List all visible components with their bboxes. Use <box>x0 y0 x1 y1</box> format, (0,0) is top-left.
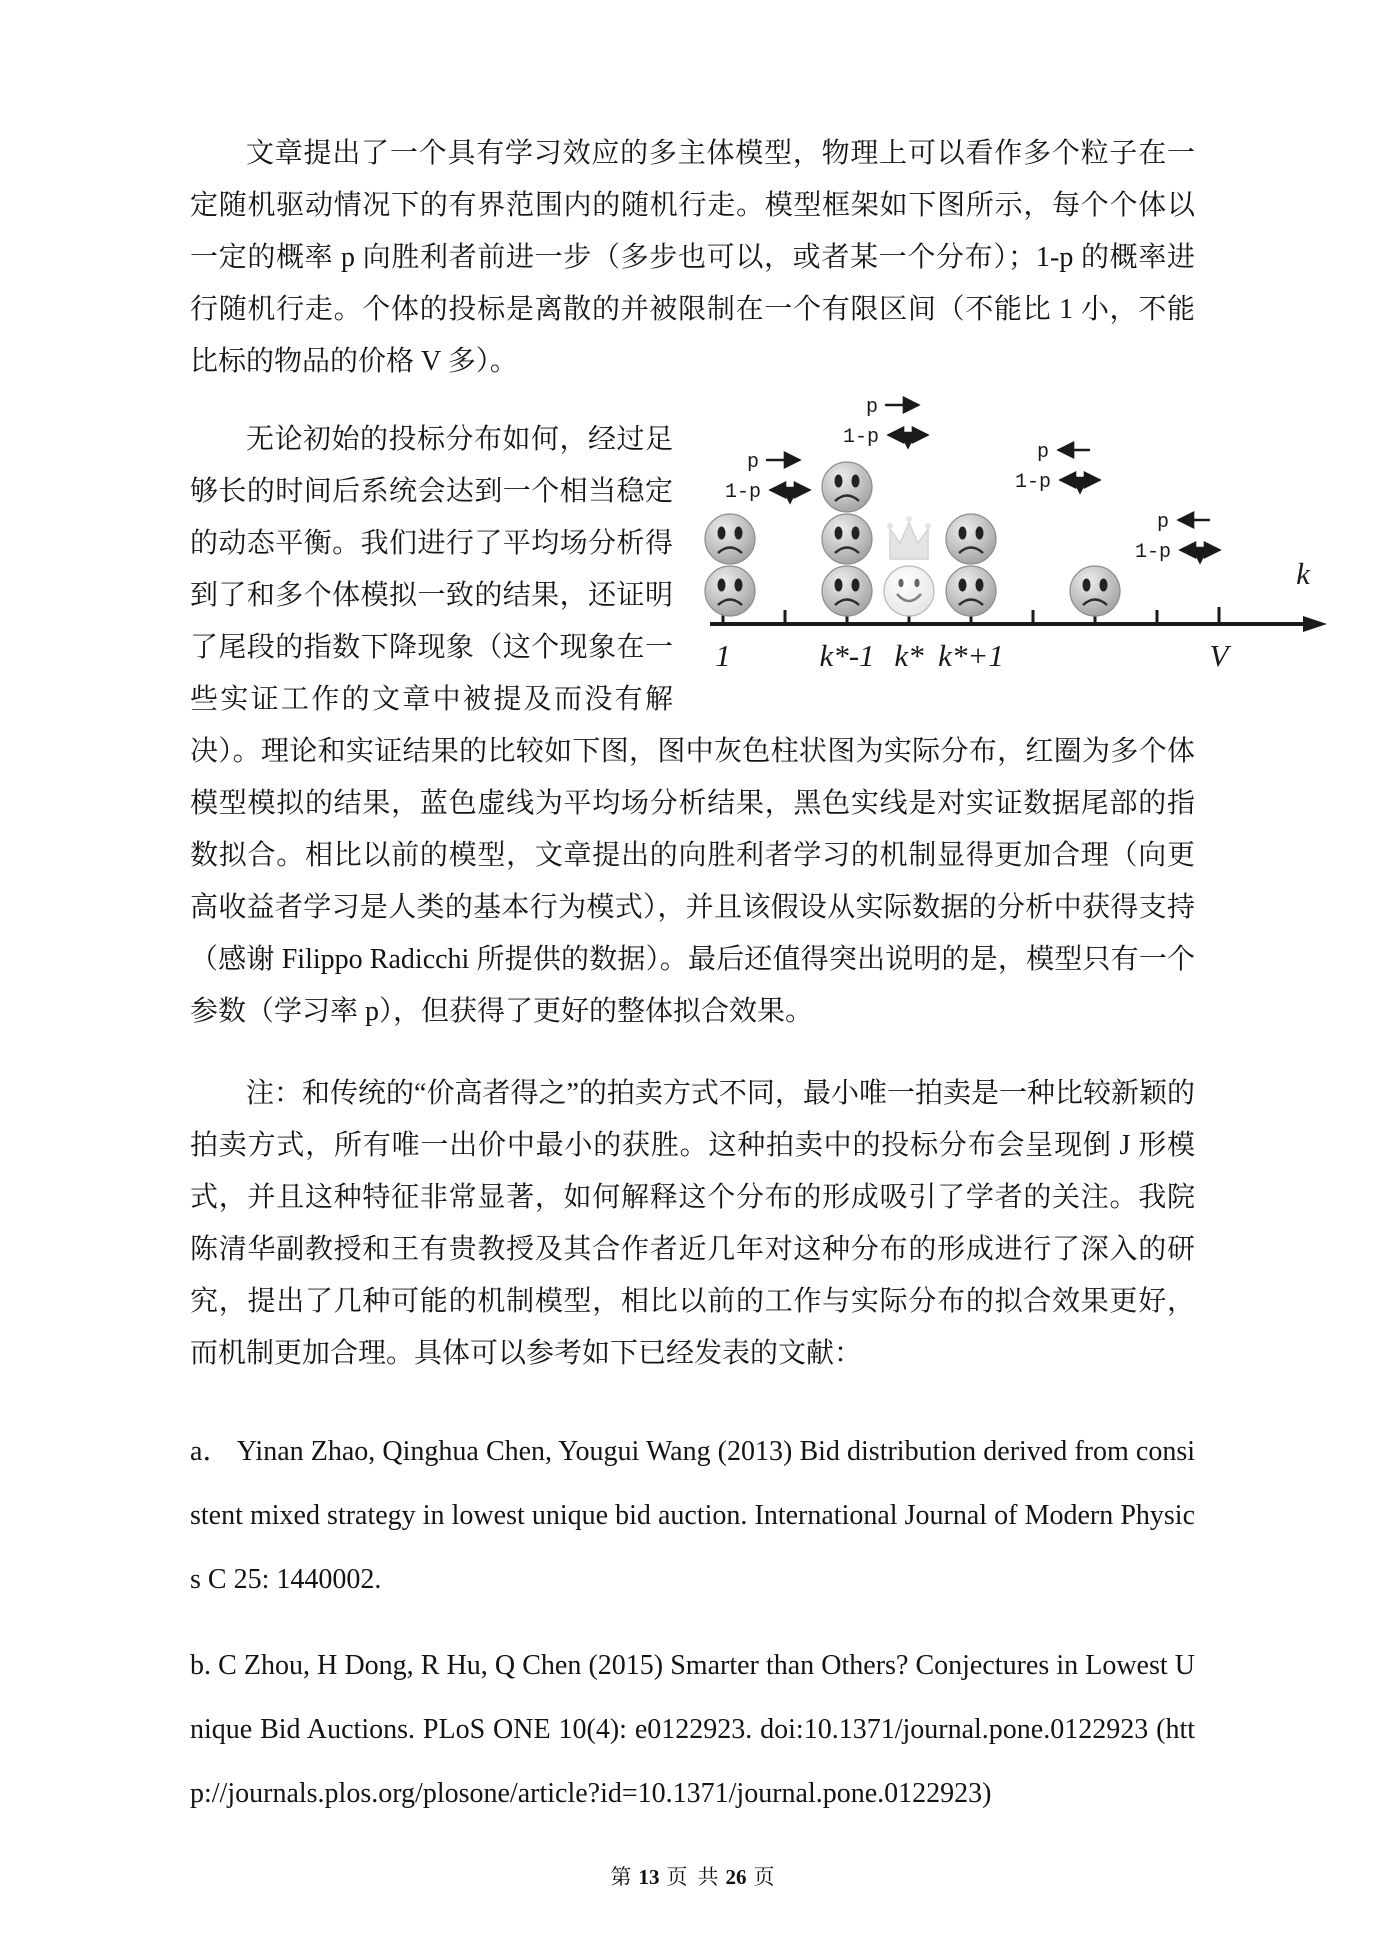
reference-b: b. C Zhou, H Dong, R Hu, Q Chen (2015) Smarter than Others? Conjectures in Lowest Unique Bid Auctions. PLoS ONE 10(4): e0122923. doi:10.1371/journal.pone.0122923 (http://journals.plos.org/plosone/article?id=10.1371/journal.pone.0122923) <box>190 1650 1195 1809</box>
crown-icon <box>887 516 931 559</box>
bidder-face-icon <box>822 514 872 564</box>
paragraph-model-intro: 文章提出了一个具有学习效应的多主体模型，物理上可以看作多个粒子在一定随机驱动情况下的有界范围内的随机行走。模型框架如下图所示，每个个体以一定的概率 p 向胜利者前进一步（多步也可以，或者某一个分布）；1-p 的概率进行随机行走。个体的投标是离散的并被限制在一个有限区间（不能比 1 小，不能比标的物品的价格 V 多）。 <box>190 138 1195 377</box>
footer-current-page: 13 <box>638 1865 660 1889</box>
winner-face-icon <box>884 566 934 616</box>
bidder-face-icon <box>822 566 872 616</box>
bidder-face-icon <box>946 514 996 564</box>
bidder-face-icon <box>705 514 755 564</box>
one-minus-p-label: 1-p <box>843 426 880 449</box>
footer-total-pages: 26 <box>725 1865 747 1889</box>
tick-label-V: V <box>1209 638 1229 673</box>
one-minus-p-label: 1-p <box>1135 541 1172 564</box>
p-label: p <box>747 451 760 474</box>
model-diagram-figure <box>685 356 1335 688</box>
reference-a: a． Yinan Zhao, Qinghua Chen, Yougui Wang (2013) Bid distribution derived from consistent mixed strategy in lowest unique bid auction. International Journal of Modern Physics C 25: 1440002. <box>190 1436 1195 1595</box>
winner <box>884 516 934 616</box>
page-footer <box>190 1862 1195 1892</box>
p-label: p <box>1157 511 1170 534</box>
p-label: p <box>866 396 879 419</box>
footer-label-page2: 页 <box>753 1865 775 1889</box>
p-label: p <box>1037 441 1050 464</box>
footer-label-total: 共 <box>697 1865 719 1889</box>
bidder-face-icon <box>705 566 755 616</box>
tick-label-k: k* <box>894 638 924 673</box>
bid-axis-diagram <box>685 356 1335 688</box>
footer-label-no: 第 <box>610 1865 632 1889</box>
bid-axis <box>710 556 1327 673</box>
bidder-face-icon <box>946 566 996 616</box>
bidder-face-icon <box>1070 566 1120 616</box>
tick-label-k+1: k*+1 <box>938 638 1004 673</box>
axis-letter-k: k <box>1296 556 1310 591</box>
axis-arrowhead-icon <box>1303 616 1327 632</box>
tick-label-1: 1 <box>715 638 731 673</box>
tick-label-k-1: k*-1 <box>819 638 875 673</box>
bidder-face-icon <box>822 462 872 512</box>
one-minus-p-label: 1-p <box>1015 471 1052 494</box>
footer-label-page: 页 <box>666 1865 688 1889</box>
paragraph-results-text: 无论初始的投标分布如何，经过足够长的时间后系统会达到一个相当稳定的动态平衡。我们进行了平均场分析得到了和多个体模拟一致的结果，还证明了尾段的指数下降现象（这个现象在一些实证工作的文章中被提及而没有解决）。理论和实证结果的比较如下图，图中灰色柱状图为实际分布，红圈为多个体模型模拟的结果，蓝色虚线为平均场分析结果，黑色实线是对实证数据尾部的指数拟合。相比以前的模型，文章提出的向胜利者学习的机制显得更加合理（向更高收益者学习是人类的基本行为模式），并且该假设从实际数据的分析中获得支持（感谢 Filippo Radicchi 所提供的数据）。最后还值得突出说明的是，模型只有一个参数（学习率 p），但获得了更好的整体拟合效果。 <box>190 424 1195 1027</box>
one-minus-p-label: 1-p <box>725 481 762 504</box>
paragraph-results <box>190 396 1310 1038</box>
paragraph-note: 注：和传统的“价高者得之”的拍卖方式不同，最小唯一拍卖是一种比较新颖的拍卖方式，所有唯一出价中最小的获胜。这种拍卖中的投标分布会呈现倒 J 形模式，并且这种特征非常显著，如何解释这个分布的形成吸引了学者的关注。我院陈清华副教授和王有贵教授及其合作者近几年对这种分布的形成进行了深入的研究，提出了几种可能的机制模型，相比以前的工作与实际分布的拟合效果更好，而机制更加合理。具体可以参考如下已经发表的文献： <box>190 1078 1195 1369</box>
